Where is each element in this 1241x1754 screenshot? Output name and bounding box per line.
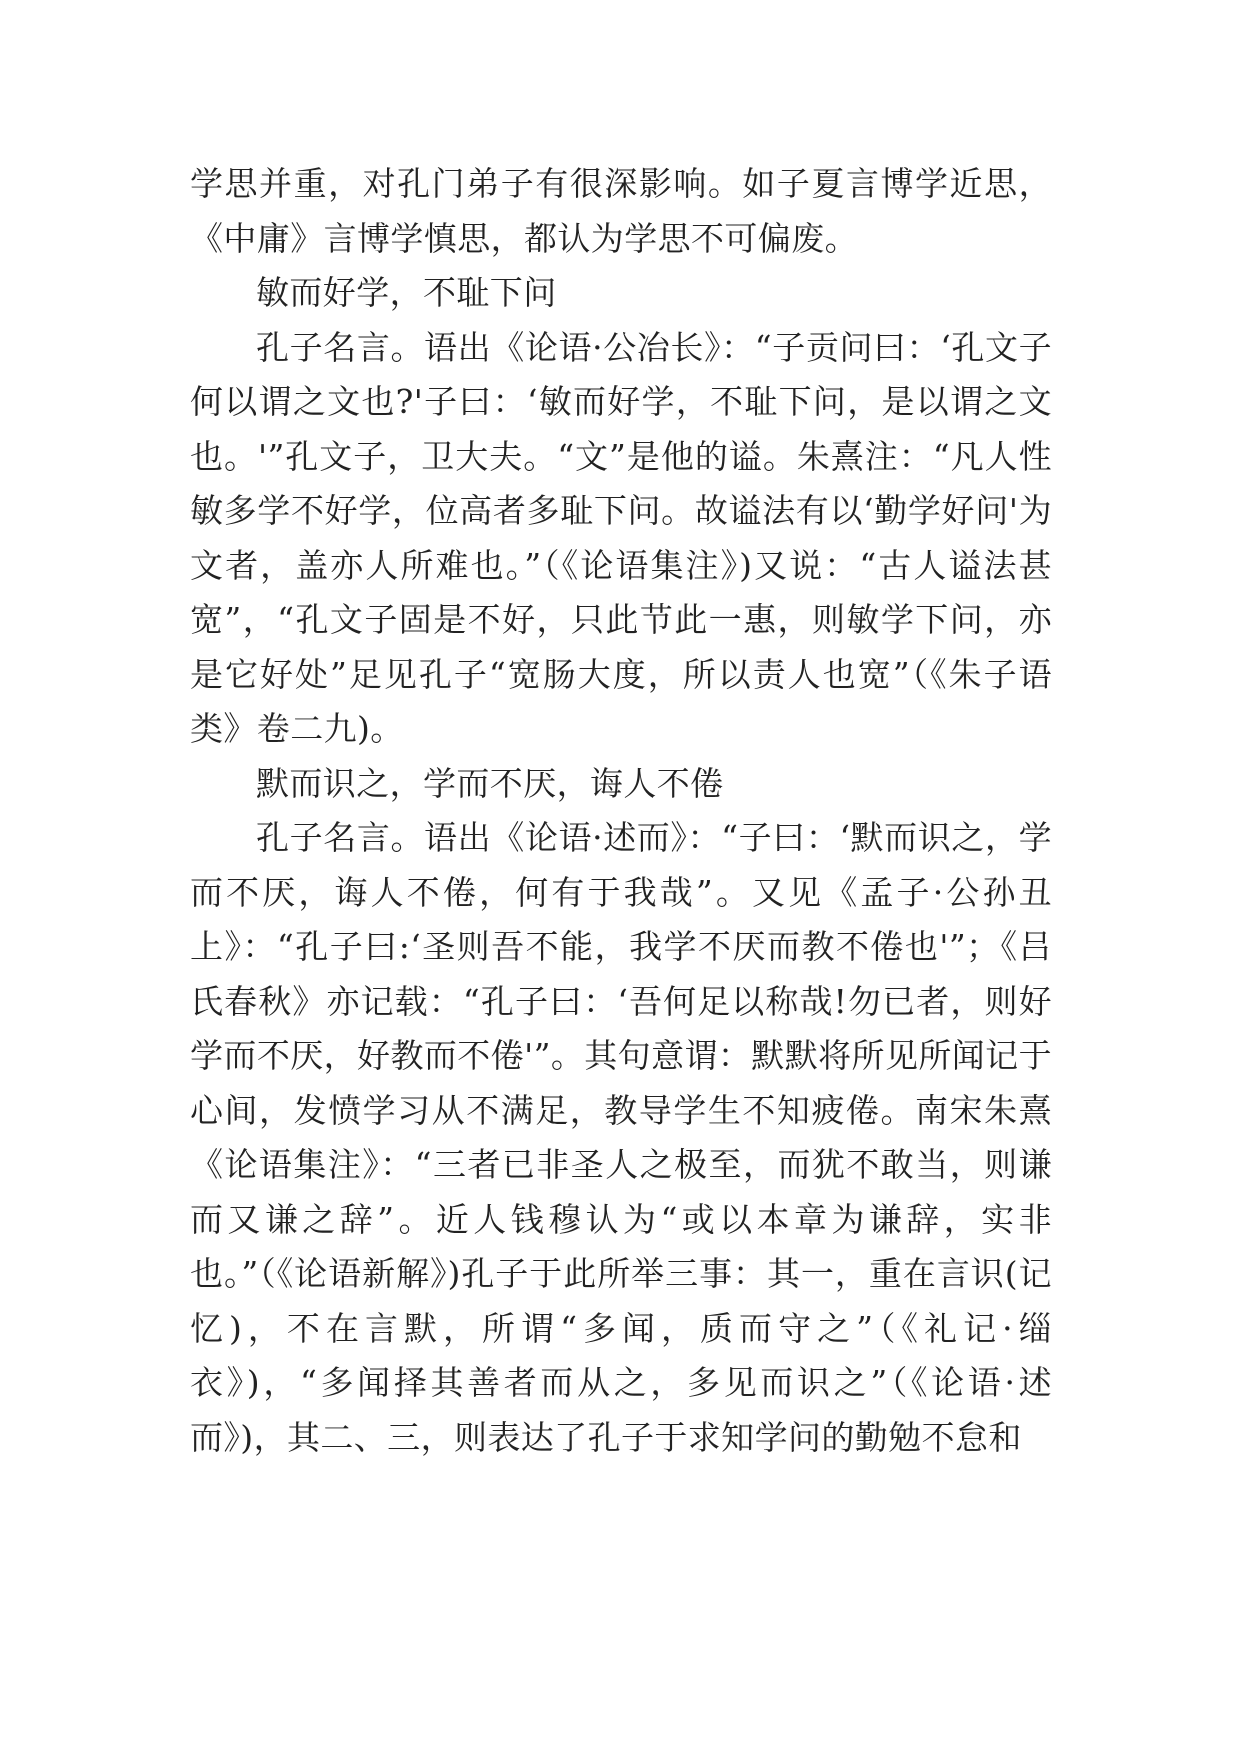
paragraph-minerhaoxue-explanation: 孔子名言。语出《论语·公冶长》：“子贡问曰：‘孔文子何以谓之文也?'子曰：‘敏而好学，不耻下问，是以谓之文也。'”孔文子，卫大夫。“文”是他的谥。朱熹注：“凡人性敏多学不好学，位高者多耻下问。故谥法有以‘勤学好问'为文者，盖亦人所难也。”（《论语集注》)又说：“古人谥法甚宽”，“孔文子固是不好，只此节此一惠，则敏学下问，亦是它好处”足见孔子“宽肠大度，所以责人也宽”（《朱子语类》卷二九)。 xyxy=(190,327,1052,748)
entry-heading-minerhaoxue: 敏而好学，不耻下问 xyxy=(256,273,557,312)
entry-heading-moershizhi: 默而识之，学而不厌，诲人不倦 xyxy=(256,763,724,803)
document-body xyxy=(190,157,1052,1465)
paragraph-continuation: 学思并重，对孔门弟子有很深影响。如子夏言博学近思，《中庸》言博学慎思，都认为学思不可偏废。 xyxy=(190,164,1052,258)
paragraph-moershizhi-explanation: 孔子名言。语出《论语·述而》：“子曰：‘默而识之，学而不厌，诲人不倦，何有于我哉”。又见《孟子·公孙丑上》：“孔子曰:‘圣则吾不能，我学不厌而教不倦也'”；《吕氏春秋》亦记载：“孔子曰：‘吾何足以称哉!勿已者，则好学而不厌，好教而不倦'”。其句意谓：默默将所见所闻记于心间，发愤学习从不满足，教导学生不知疲倦。南宋朱熹《论语集注》：“三者已非圣人之极至，而犹不敢当，则谦而又谦之辞”。近人钱穆认为“或以本章为谦辞，实非也。”（《论语新解》)孔子于此所举三事：其一，重在言识(记忆)，不在言默，所谓“多闻，质而守之”（《礼记·缁衣》)，“多闻择其善者而从之，多见而识之”（《论语·述而》)，其二、三，则表达了孔子于求知学问的勤勉不怠和 xyxy=(190,818,1052,1457)
